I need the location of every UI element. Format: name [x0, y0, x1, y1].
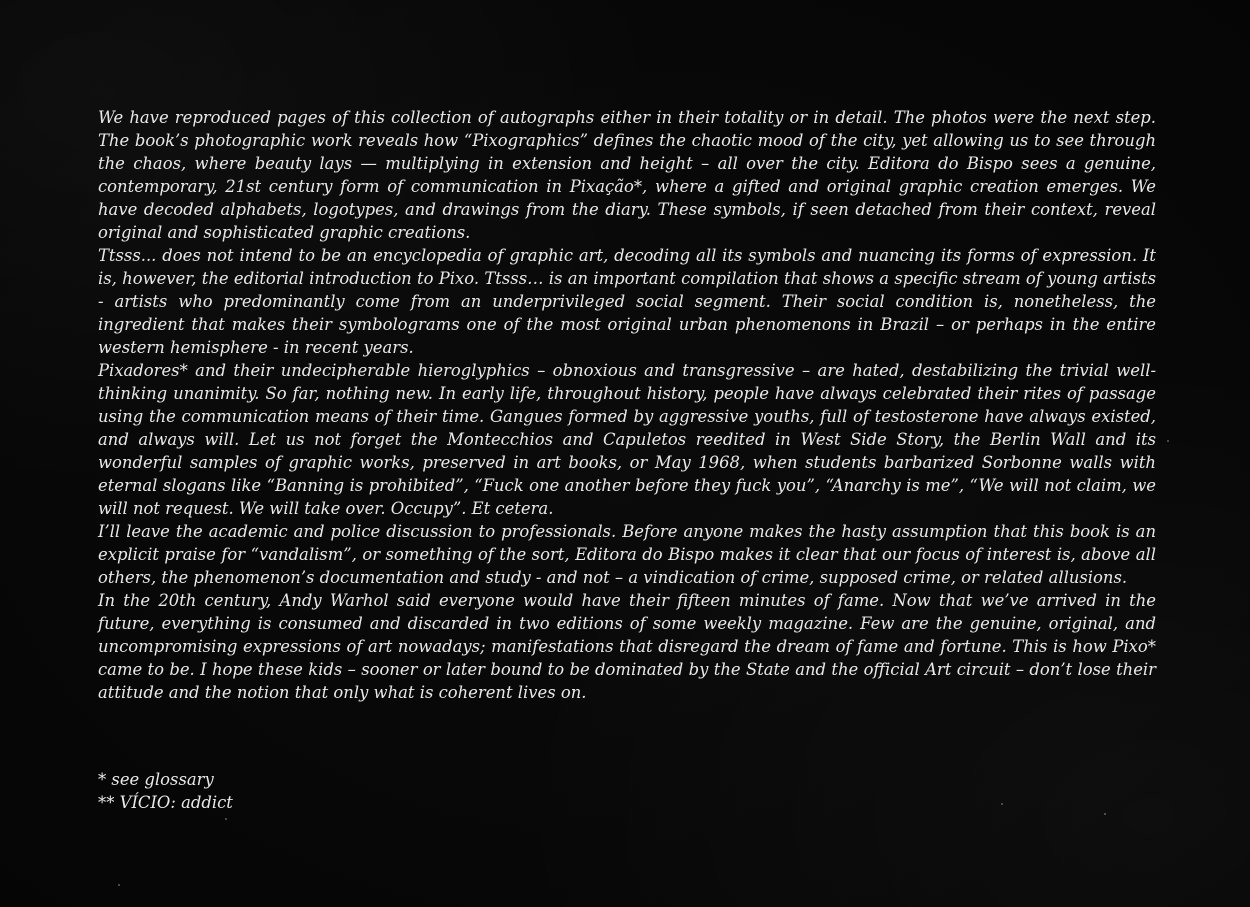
paper-speck [1167, 440, 1169, 442]
paragraph-reproduction: We have reproduced pages of this collection of autographs either in their totality or in detail. The photos were the next step. The book’s photographic work reveals how “Pixographics” defines the chaotic mood of the city, yet allowing us to see through the chaos, where beauty lays — multiplying in extension and height – all over the city. Editora do Bispo sees a genuine, contemporary, 21st century form of communication in Pixação*, where a gifted and original graphic creation emerges. We have decoded alphabets, logotypes, and drawings from the diary. These symbols, if seen detached from their context, reveal original and sophisticated graphic creations. [98, 108, 1156, 242]
footnote-vicio: ** VÍCIO: addict [98, 793, 233, 812]
paper-speck [1001, 803, 1003, 805]
paragraph-academic: I’ll leave the academic and police discussion to professionals. Before anyone makes the hasty assumption that this book is an explicit praise for “vandalism”, or something of the sort, Editora do Bispo makes it clear that our focus of interest is, above all others, the phenomenon’s documentation and study - and not – a vindication of crime, supposed crime, or related allusions. [98, 522, 1156, 587]
paper-speck [1104, 813, 1106, 815]
footnotes [98, 768, 233, 814]
body-text [98, 106, 1156, 704]
paragraph-pixadores: Pixadores* and their undecipherable hieroglyphics – obnoxious and transgressive – are hated, destabilizing the trivial well-thinking unanimity. So far, nothing new. In early life, throughout history, people have always celebrated their rites of passage using the communication means of their time. Gangues formed by aggressive youths, full of testosterone have always existed, and always will. Let us not forget the Montecchios and Capuletos reedited in West Side Story, the Berlin Wall and its wonderful samples of graphic works, preserved in art books, or May 1968, when students barbarized Sorbonne walls with eternal slogans like “Banning is prohibited”, “Fuck one another before they fuck you”, “Anarchy is me”, “We will not claim, we will not request. We will take over. Occupy”. Et cetera. [98, 361, 1156, 518]
paper-speck [118, 884, 120, 886]
paragraph-ttsss: Ttsss... does not intend to be an encyclopedia of graphic art, decoding all its symbols and nuancing its forms of expression. It is, however, the editorial introduction to Pixo. Ttsss… is an important compilation that shows a specific stream of young artists - artists who predominantly come from an underprivileged social segment. Their social condition is, nonetheless, the ingredient that makes their symbolograms one of the most original urban phenomenons in Brazil – or perhaps in the entire western hemisphere - in recent years. [98, 246, 1156, 357]
footnote-glossary: * see glossary [98, 770, 214, 789]
paper-speck [225, 818, 227, 820]
paragraph-warhol: In the 20th century, Andy Warhol said everyone would have their fifteen minutes of fame. Now that we’ve arrived in the future, everything is consumed and discarded in two editions of some weekly magazine. Few are the genuine, original, and uncompromising expressions of art nowadays; manifestations that disregard the dream of fame and fortune. This is how Pixo* came to be. I hope these kids – sooner or later bound to be dominated by the State and the official Art circuit – don’t lose their attitude and the notion that only what is coherent lives on. [98, 591, 1156, 702]
